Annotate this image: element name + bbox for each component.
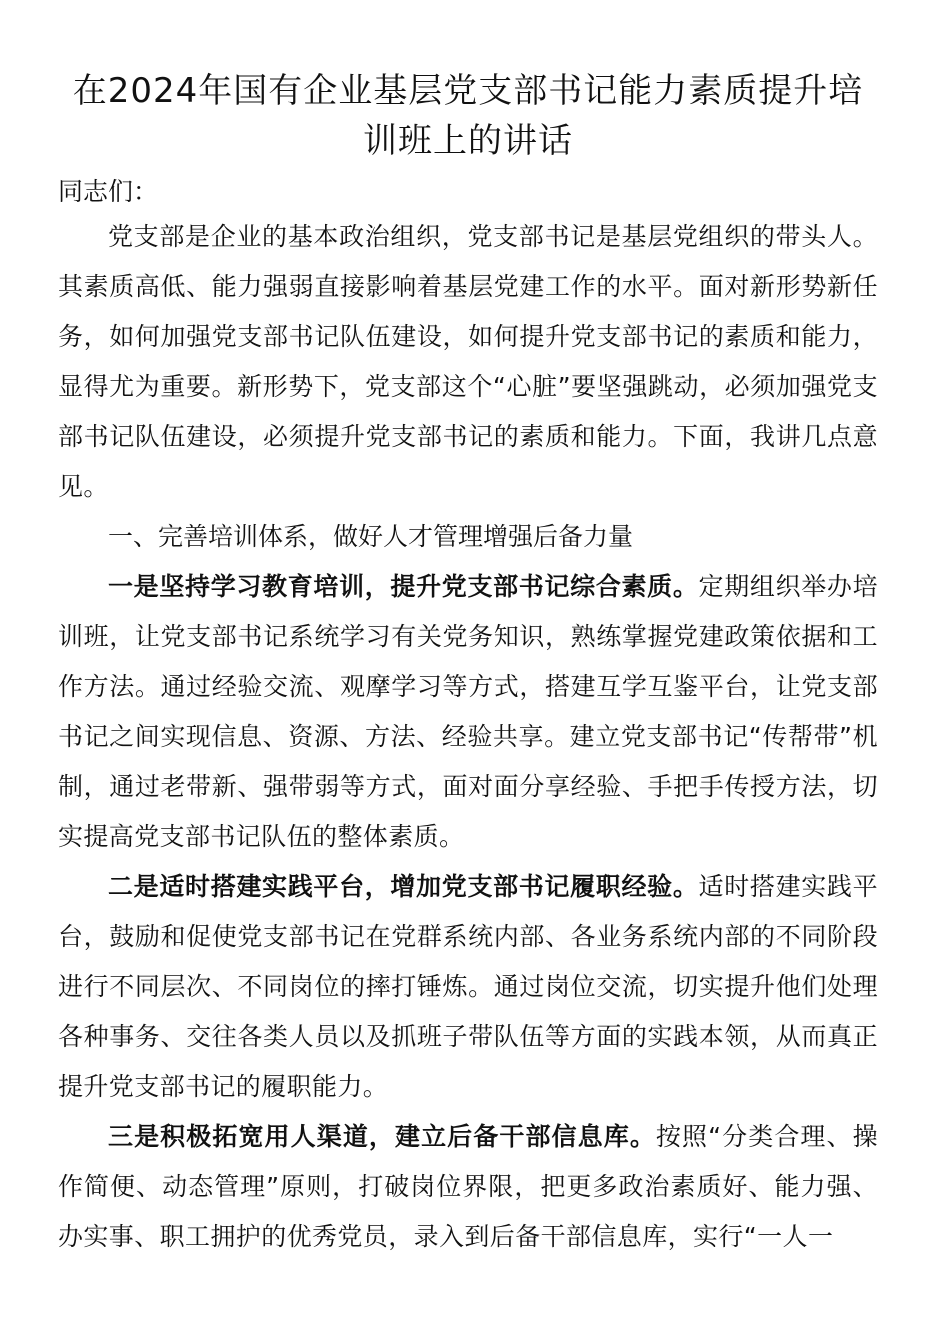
salutation: 同志们： xyxy=(58,177,159,206)
point-lead-2: 二是适时搭建实践平台，增加党支部书记履职经验。 xyxy=(108,872,699,901)
intro-paragraph: 党支部是企业的基本政治组织，党支部书记是基层党组织的带头人。其素质高低、能力强弱直接影响着基层党建工作的水平。面对新形势新任务，如何加强党支部书记队伍建设，如何提升党支部书记的素质和能力，显得尤为重要。新形势下，党支部这个“心脏”要坚强跳动，必须加强党支部书记队伍建设，必须提升党支部书记的素质和能力。下面，我讲几点意见。 xyxy=(58,222,878,501)
point-lead-3: 三是积极拓宽用人渠道，建立后备干部信息库。 xyxy=(108,1122,656,1151)
point-body-1: 定期组织举办培训班，让党支部书记系统学习有关党务知识，熟练掌握党建政策依据和工作方法。通过经验交流、观摩学习等方式，搭建互学互鉴平台，让党支部书记之间实现信息、资源、方法、经验共享。建立党支部书记“传帮带”机制，通过老带新、强带弱等方式，面对面分享经验、手把手传授方法，切实提高党支部书记队伍的整体素质。 xyxy=(58,572,878,851)
document-title: 在2024年国有企业基层党支部书记能力素质提升培训班上的讲话 xyxy=(72,71,864,161)
point-paragraph-1 xyxy=(58,562,878,862)
section-heading-1: 一、完善培训体系，做好人才管理增强后备力量 xyxy=(108,522,634,551)
point-lead-1: 一是坚持学习教育培训，提升党支部书记综合素质。 xyxy=(108,572,699,601)
point-body-2: 适时搭建实践平台，鼓励和促使党支部书记在党群系统内部、各业务系统内部的不同阶段进行不同层次、不同岗位的摔打锤炼。通过岗位交流，切实提升他们处理各种事务、交往各类人员以及抓班子带队伍等方面的实践本领，从而真正提升党支部书记的履职能力。 xyxy=(58,872,878,1101)
point-body-3: 按照“分类合理、操作简便、动态管理”原则，打破岗位界限，把更多政治素质好、能力强、办实事、职工拥护的优秀党员，录入到后备干部信息库，实行“一人一 xyxy=(58,1122,879,1251)
point-paragraph-2 xyxy=(58,862,878,1112)
point-paragraph-3 xyxy=(58,1112,878,1262)
